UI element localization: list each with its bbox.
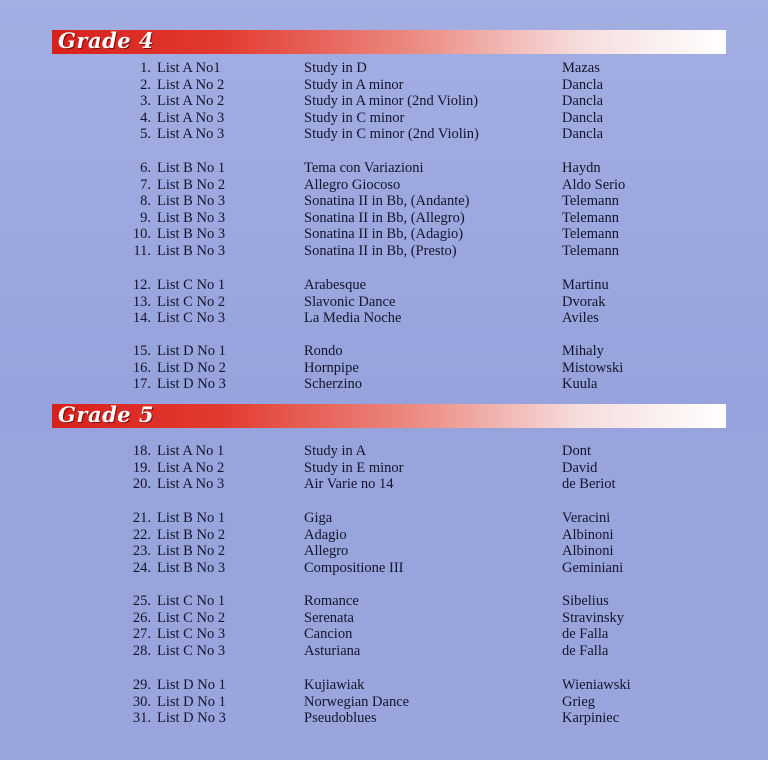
track-title: Study in C minor [304, 109, 405, 126]
grade-5-list-b-group [0, 510, 768, 576]
track-number: 27. [132, 626, 151, 643]
track-row [0, 376, 768, 393]
track-title: Tema con Variazioni [304, 160, 424, 176]
track-list-ref: List B No 3 [157, 193, 226, 210]
track-title: Study in C minor (2nd Violin) [304, 126, 479, 143]
track-list-ref: List A No 3 [157, 109, 225, 126]
track-title: Study in E minor [304, 459, 404, 476]
track-list-ref: List D No 3 [157, 710, 226, 727]
track-number: 24. [132, 559, 151, 576]
track-list-ref: List D No 2 [157, 359, 226, 376]
track-list-ref: List B No 3 [157, 226, 226, 243]
track-list-ref: List C No 1 [157, 593, 226, 609]
track-composer: Aldo Serio [562, 176, 626, 193]
track-row [0, 360, 768, 377]
grade-4-title: Grade 4 [58, 28, 155, 53]
track-list-ref: List A No 1 [157, 443, 225, 459]
track-list-ref: List A No 2 [157, 76, 225, 93]
track-composer: de Falla [562, 642, 609, 659]
track-row [0, 160, 768, 177]
track-number: 31. [132, 710, 151, 727]
track-row [0, 243, 768, 260]
track-title: Air Varie no 14 [304, 476, 394, 493]
grade-5-list-d-group [0, 677, 768, 727]
track-number: 4. [140, 109, 151, 126]
track-row [0, 527, 768, 544]
track-title: Kujiawiak [304, 677, 365, 693]
track-title: Study in A minor [304, 76, 404, 93]
track-composer: Dont [562, 443, 591, 459]
track-number: 3. [140, 93, 151, 110]
track-composer: Telemann [562, 209, 619, 226]
track-composer: Telemann [562, 242, 619, 259]
track-composer: Dancla [562, 93, 604, 110]
track-row [0, 626, 768, 643]
track-number: 20. [132, 476, 151, 493]
track-title: Compositione III [304, 559, 404, 576]
track-row [0, 710, 768, 727]
grade-4-list-a-group [0, 60, 768, 143]
track-composer: de Beriot [562, 476, 616, 493]
track-title: Sonatina II in Bb, (Allegro) [304, 209, 465, 226]
track-number: 8. [140, 193, 151, 210]
track-title: Study in A [304, 443, 367, 459]
track-number: 15. [132, 343, 151, 359]
track-list-ref: List C No 2 [157, 293, 226, 310]
track-list-ref: List B No 3 [157, 209, 226, 226]
grade-5-title: Grade 5 [58, 402, 155, 427]
track-list-ref: List A No 3 [157, 126, 225, 143]
track-number: 6. [140, 160, 151, 176]
track-row [0, 593, 768, 610]
track-title: Giga [304, 510, 333, 526]
grade-5-list-c-group [0, 593, 768, 659]
track-row [0, 60, 768, 77]
track-number: 12. [132, 277, 151, 293]
track-list-ref: List B No 2 [157, 526, 226, 543]
track-list-ref: List C No 3 [157, 310, 226, 327]
track-number: 11. [133, 242, 151, 259]
track-composer: Sibelius [562, 593, 609, 609]
track-list-ref: List D No 1 [157, 677, 226, 693]
track-number: 30. [132, 693, 151, 710]
track-row [0, 677, 768, 694]
track-row [0, 177, 768, 194]
track-title: Norwegian Dance [304, 693, 410, 710]
grade-4-list-c-group [0, 277, 768, 327]
track-title: La Media Noche [304, 310, 402, 327]
track-title: Sonatina II in Bb, (Andante) [304, 193, 470, 210]
track-number: 21. [132, 510, 151, 526]
track-list-ref: List C No 3 [157, 642, 226, 659]
track-title: Sonatina II in Bb, (Adagio) [304, 226, 464, 243]
track-title: Allegro [304, 543, 349, 560]
track-title: Slavonic Dance [304, 293, 396, 310]
track-row [0, 193, 768, 210]
track-list-ref: List A No 2 [157, 93, 225, 110]
track-list-ref: List D No 3 [157, 376, 226, 393]
track-list-ref: List B No 1 [157, 160, 226, 176]
track-title: Adagio [304, 526, 347, 543]
track-number: 17. [132, 376, 151, 393]
track-number: 19. [132, 459, 151, 476]
track-composer: Veracini [562, 510, 611, 526]
track-title: Sonatina II in Bb, (Presto) [304, 242, 457, 259]
track-number: 13. [132, 293, 151, 310]
track-number: 29. [132, 677, 151, 693]
track-title: Cancion [304, 626, 353, 643]
track-number: 26. [132, 609, 151, 626]
track-row [0, 543, 768, 560]
track-number: 2. [140, 76, 151, 93]
track-composer: Karpiniec [562, 710, 620, 727]
track-composer: Dancla [562, 109, 604, 126]
track-title: Pseudoblues [304, 710, 377, 727]
track-title: Rondo [304, 343, 343, 359]
track-composer: de Falla [562, 626, 609, 643]
track-list-ref: List B No 1 [157, 510, 226, 526]
track-number: 5. [140, 126, 151, 143]
track-row [0, 510, 768, 527]
track-row [0, 126, 768, 143]
track-title: Scherzino [304, 376, 362, 393]
track-row [0, 443, 768, 460]
track-list-ref: List B No 2 [157, 176, 226, 193]
track-title: Allegro Giocoso [304, 176, 401, 193]
track-row [0, 560, 768, 577]
track-number: 7. [140, 176, 151, 193]
track-title: Arabesque [304, 277, 367, 293]
track-composer: David [562, 459, 598, 476]
track-number: 14. [132, 310, 151, 327]
track-composer: Albinoni [562, 543, 614, 560]
track-row [0, 460, 768, 477]
track-number: 25. [132, 593, 151, 609]
track-row [0, 294, 768, 311]
track-composer: Kuula [562, 376, 598, 393]
track-number: 28. [132, 642, 151, 659]
track-number: 9. [140, 209, 151, 226]
track-composer: Telemann [562, 193, 619, 210]
track-composer: Stravinsky [562, 609, 625, 626]
track-row [0, 277, 768, 294]
grade-4-banner [52, 30, 726, 54]
track-composer: Telemann [562, 226, 619, 243]
track-list-ref: List A No 3 [157, 476, 225, 493]
track-composer: Grieg [562, 693, 596, 710]
track-list-ref: List A No 2 [157, 459, 225, 476]
track-list-ref: List D No 1 [157, 343, 226, 359]
track-composer: Dancla [562, 126, 604, 143]
track-title: Study in D [304, 60, 367, 76]
track-list-ref: List C No 2 [157, 609, 226, 626]
track-composer: Dancla [562, 76, 604, 93]
track-list-ref: List B No 2 [157, 543, 226, 560]
track-row [0, 93, 768, 110]
track-list-ref: List C No 1 [157, 277, 226, 293]
grade-4-list-b-group [0, 160, 768, 260]
track-row [0, 110, 768, 127]
track-row [0, 77, 768, 94]
track-row [0, 643, 768, 660]
track-composer: Aviles [562, 310, 599, 327]
track-composer: Geminiani [562, 559, 624, 576]
track-list-ref: List B No 3 [157, 559, 226, 576]
track-list-ref: List A No1 [157, 60, 221, 76]
track-row [0, 210, 768, 227]
track-composer: Mistowski [562, 359, 624, 376]
track-row [0, 694, 768, 711]
track-composer: Albinoni [562, 526, 614, 543]
track-list-ref: List D No 1 [157, 693, 226, 710]
track-row [0, 226, 768, 243]
track-composer: Mihaly [562, 343, 604, 359]
track-composer: Wieniawski [562, 677, 631, 693]
track-row [0, 343, 768, 360]
track-list-ref: List C No 3 [157, 626, 226, 643]
track-number: 23. [132, 543, 151, 560]
track-composer: Dvorak [562, 293, 606, 310]
track-title: Romance [304, 593, 359, 609]
track-number: 16. [132, 359, 151, 376]
grade-5-list-a-group [0, 443, 768, 493]
track-composer: Mazas [562, 60, 600, 76]
track-title: Hornpipe [304, 359, 359, 376]
track-number: 22. [132, 526, 151, 543]
track-composer: Haydn [562, 160, 601, 176]
track-row [0, 476, 768, 493]
track-title: Asturiana [304, 642, 361, 659]
track-title: Serenata [304, 609, 354, 626]
track-row [0, 310, 768, 327]
track-number: 1. [140, 60, 151, 76]
grade-4-list-d-group [0, 343, 768, 393]
track-number: 10. [132, 226, 151, 243]
grade-5-banner [52, 404, 726, 428]
track-title: Study in A minor (2nd Violin) [304, 93, 479, 110]
track-number: 18. [132, 443, 151, 459]
track-row [0, 610, 768, 627]
track-list-ref: List B No 3 [157, 242, 226, 259]
track-composer: Martinu [562, 277, 609, 293]
